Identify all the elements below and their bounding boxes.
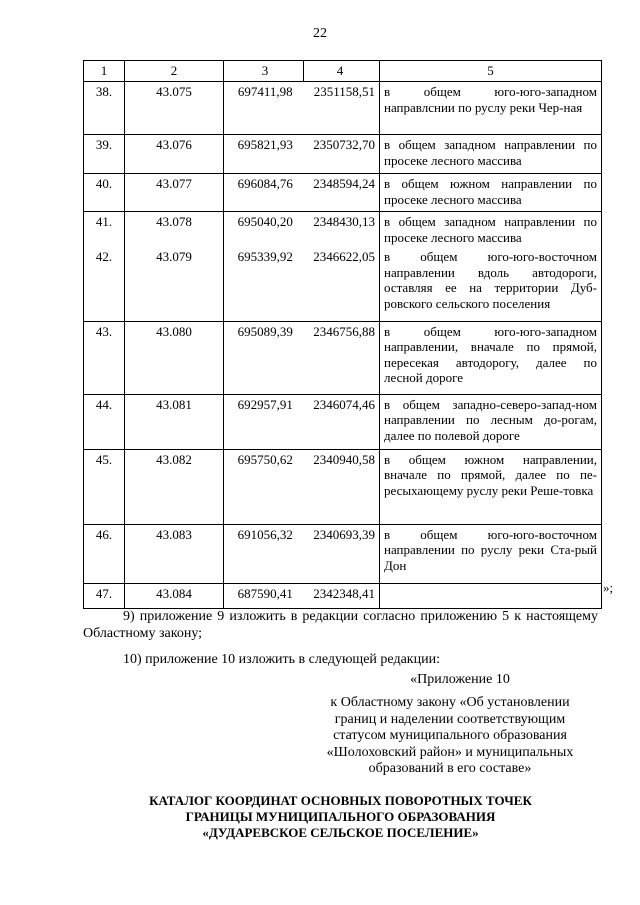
coord-y: 2340940,58: [304, 449, 380, 524]
row-number: 45.: [84, 449, 125, 524]
coord-x: 695089,39: [224, 321, 304, 394]
coord-x: 695040,20: [224, 212, 304, 248]
row-number: 46.: [84, 524, 125, 583]
coord-y: 2350732,70: [304, 135, 380, 174]
table-row: [84, 321, 602, 394]
direction-description: в общем западном направлении по просеке лесного массива: [380, 212, 602, 248]
coordinates-table: [83, 60, 602, 609]
coord-x: 695821,93: [224, 135, 304, 174]
table-row: [84, 394, 602, 449]
direction-description: в общем западном направлении по просеке лесного массива: [380, 135, 602, 174]
catalog-heading-line: ГРАНИЦЫ МУНИЦИПАЛЬНОГО ОБРАЗОВАНИЯ: [185, 809, 496, 824]
coord-y: 2346756,88: [304, 321, 380, 394]
header-cell: 1: [84, 61, 125, 82]
table-row: [84, 212, 602, 248]
direction-description: в общем западно-северо-запад-ном направлении по лесным до-рогам, далее по полевой дороге: [380, 394, 602, 449]
paragraph-9: 9) приложение 9 изложить в редакции согласно приложению 5 к настоящему Областному закону;: [83, 609, 598, 641]
row-number: 43.: [84, 321, 125, 394]
appendix-reference-line: к Областному закону «Об установлении: [330, 695, 570, 710]
table-row: [84, 524, 602, 583]
direction-description: в общем юго-юго-восточном направлении вдоль автодороги, оставляя ее на территории Дуб-ровского сельского поселения: [380, 247, 602, 321]
appendix-reference-line: границ и наделении соответствующим: [334, 711, 566, 727]
coord-x: 697411,98: [224, 82, 304, 135]
point-code: 43.083: [125, 524, 224, 583]
table-row: [84, 135, 602, 174]
paragraph-10: 10) приложение 10 изложить в следующей редакции:: [123, 652, 440, 667]
coord-y: 2348594,24: [304, 174, 380, 212]
page-number: 22: [313, 26, 327, 41]
row-number: 47.: [84, 583, 125, 608]
header-cell: 3: [224, 61, 304, 82]
table-row: [84, 247, 602, 321]
coord-x: 695750,62: [224, 449, 304, 524]
header-cell: 5: [380, 61, 602, 82]
coord-x: 696084,76: [224, 174, 304, 212]
table-row: [84, 583, 602, 608]
coord-y: 2346622,05: [304, 247, 380, 321]
coord-y: 2351158,51: [304, 82, 380, 135]
row-number: 42.: [84, 247, 125, 321]
catalog-heading-line: «ДУДАРЕВСКОЕ СЕЛЬСКОЕ ПОСЕЛЕНИЕ»: [202, 825, 479, 840]
point-code: 43.081: [125, 394, 224, 449]
direction-description: в общем юго-юго-западном направлснии по руслу реки Чер-ная: [380, 82, 602, 135]
table-header-row: [84, 61, 602, 82]
table-row: [84, 449, 602, 524]
coord-y: 2340693,39: [304, 524, 380, 583]
coord-x: 692957,91: [224, 394, 304, 449]
row-number: 39.: [84, 135, 125, 174]
point-code: 43.084: [125, 583, 224, 608]
coord-y: 2346074,46: [304, 394, 380, 449]
coord-x: 695339,92: [224, 247, 304, 321]
appendix-reference-line: «Шолоховский район» и муниципальных: [326, 744, 574, 760]
row-number: 41.: [84, 212, 125, 248]
direction-description: [380, 583, 602, 608]
closing-mark: »;: [603, 580, 614, 595]
coord-y: 2342348,41: [304, 583, 380, 608]
point-code: 43.079: [125, 247, 224, 321]
direction-description: в общем юго-юго-западном направлении, вначале по прямой, пересекая автодорогу, далее по лесной дороге: [380, 321, 602, 394]
table-row: [84, 174, 602, 212]
point-code: 43.075: [125, 82, 224, 135]
header-cell: 2: [125, 61, 224, 82]
table-row: [84, 82, 602, 135]
catalog-heading: [83, 793, 598, 841]
point-code: 43.076: [125, 135, 224, 174]
catalog-heading-line: КАТАЛОГ КООРДИНАТ ОСНОВНЫХ ПОВОРОТНЫХ ТОЧЕК: [149, 793, 532, 808]
appendix-reference-line: статусом муниципального образования: [333, 728, 567, 744]
coord-y: 2348430,13: [304, 212, 380, 248]
appendix-reference-line: образований в его составе»: [368, 761, 532, 777]
direction-description: в общем южном направлении по просеке лесного массива: [380, 174, 602, 212]
point-code: 43.080: [125, 321, 224, 394]
point-code: 43.077: [125, 174, 224, 212]
header-cell: 4: [304, 61, 380, 82]
direction-description: в общем юго-юго-восточном направлении по руслу реки Ста-рый Дон: [380, 524, 602, 583]
point-code: 43.082: [125, 449, 224, 524]
point-code: 43.078: [125, 212, 224, 248]
row-number: 44.: [84, 394, 125, 449]
appendix-title: «Приложение 10: [410, 672, 510, 687]
coord-x: 687590,41: [224, 583, 304, 608]
row-number: 38.: [84, 82, 125, 135]
coord-x: 691056,32: [224, 524, 304, 583]
appendix-reference: [300, 695, 600, 778]
row-number: 40.: [84, 174, 125, 212]
direction-description: в общем южном направлении, вначале по прямой, далее по пе-ресыхающему руслу реки Реше-товка: [380, 449, 602, 524]
